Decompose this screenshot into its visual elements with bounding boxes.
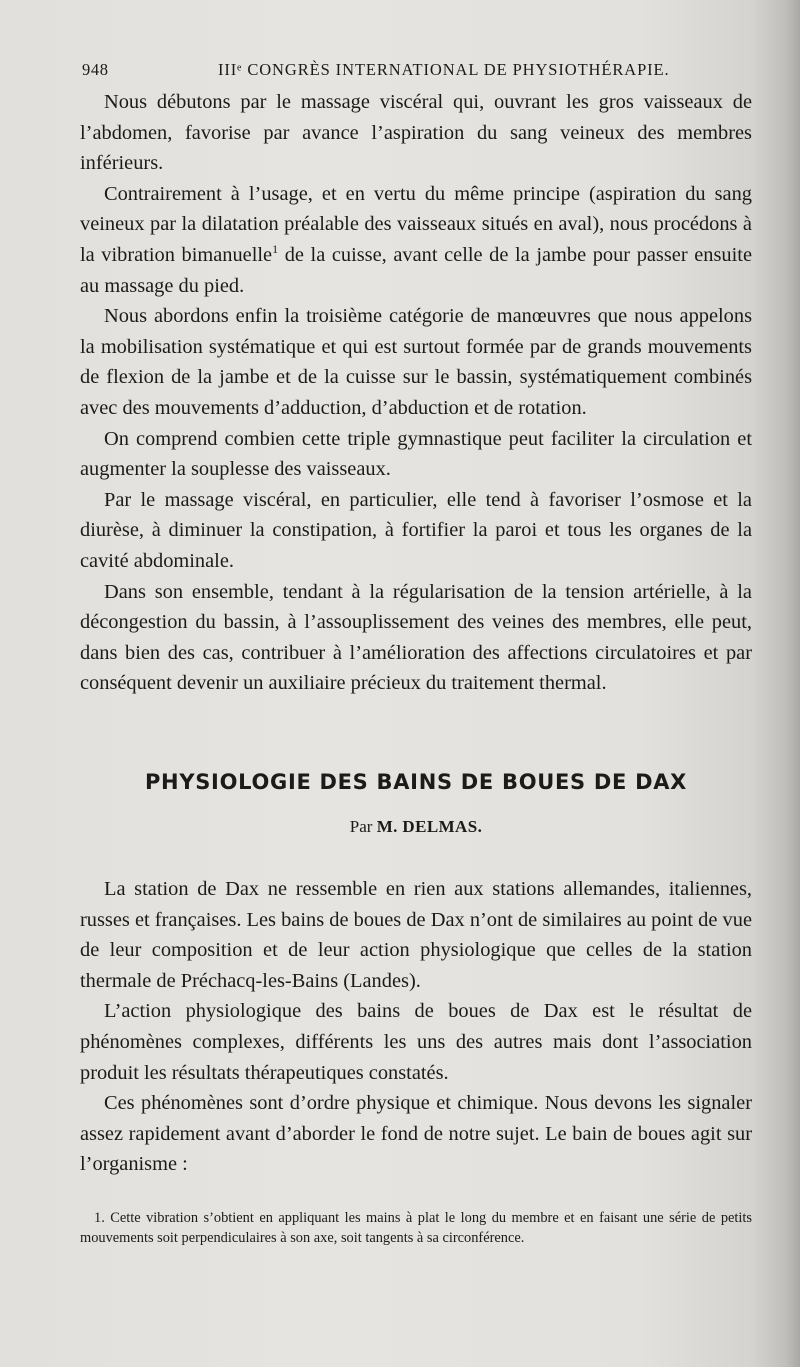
- paragraph: L’action physiologique des bains de boues de Dax est le résultat de phénomènes complexes, différents les uns des autres mais dont l’association produit les résultats thérapeutiques constatés.: [80, 1000, 752, 1084]
- byline-prefix: Par: [349, 817, 377, 836]
- paragraph: On comprend combien cette triple gymnastique peut faciliter la circulation et augmenter la souplesse des vaisseaux.: [80, 427, 752, 481]
- section-title: PHYSIOLOGIE DES BAINS DE BOUES DE DAX: [144, 770, 688, 794]
- paragraph-text: Contrairement à l’usage, et en vertu du même principe (aspiration du sang veineux par la dilatation préalable des vaisseaux situés en aval), nous procédons à la vibration bimanuelle: [80, 182, 752, 266]
- first-section-text: [80, 87, 752, 699]
- page-edge-shadow: [752, 0, 800, 1367]
- paragraph-text: de la cuisse, avant celle de la jambe pour passer ensuite au massage du pied.: [80, 243, 752, 297]
- footnote: 1. Cette vibration s’obtient en appliquant les mains à plat le long du membre et en faisant une série de petits mouvements soit perpendiculaires à son axe, soit tangents à sa circonférence.: [80, 1210, 752, 1246]
- paragraph: Dans son ensemble, tendant à la régularisation de la tension artérielle, à la décongestion du bassin, à l’assouplissement des veines des membres, elle peut, dans bien des cas, contribuer à l’amélioration des affections circulatoires et par conséquent devenir un auxiliaire précieux du traitement thermal.: [80, 580, 752, 695]
- paragraph: Nous débutons par le massage viscéral qui, ouvrant les gros vaisseaux de l’abdomen, favorise par avance l’aspiration du sang veineux des membres inférieurs.: [80, 91, 752, 175]
- page-number: 948: [82, 60, 109, 79]
- byline: [80, 817, 752, 837]
- author-name: M. DELMAS.: [376, 817, 483, 836]
- paragraph: Par le massage viscéral, en particulier, elle tend à favoriser l’osmose et la diurèse, à diminuer la constipation, à fortifier la paroi et tous les organes de la cavité abdominale.: [80, 488, 752, 572]
- footnote-reference: 1: [272, 242, 279, 257]
- paragraph-with-footnote: [80, 179, 752, 301]
- paragraph: Nous abordons enfin la troisième catégorie de manœuvres que nous appelons la mobilisation systématique et qui est surtout formée par de grands mouvements de flexion de la jambe et de la cuisse sur le bassin, systématiquement combinés avec des mouvements d’adduction, d’abduction et de rotation.: [80, 305, 752, 419]
- paragraph: Ces phénomènes sont d’ordre physique et chimique. Nous devons les signaler assez rapidement avant d’aborder le fond de notre sujet. Le bain de boues agit sur l’organisme :: [80, 1092, 752, 1176]
- running-title: IIIᵉ CONGRÈS INTERNATIONAL DE PHYSIOTHÉRAPIE.: [218, 60, 670, 79]
- second-section-text: [80, 874, 752, 1180]
- paragraph: La station de Dax ne ressemble en rien aux stations allemandes, italiennes, russes et françaises. Les bains de boues de Dax n’ont de similaires au point de vue de leur composition et de leur action physiologique que celles de la station thermale de Préchacq-les-Bains (Landes).: [80, 878, 752, 992]
- running-head: [82, 60, 752, 86]
